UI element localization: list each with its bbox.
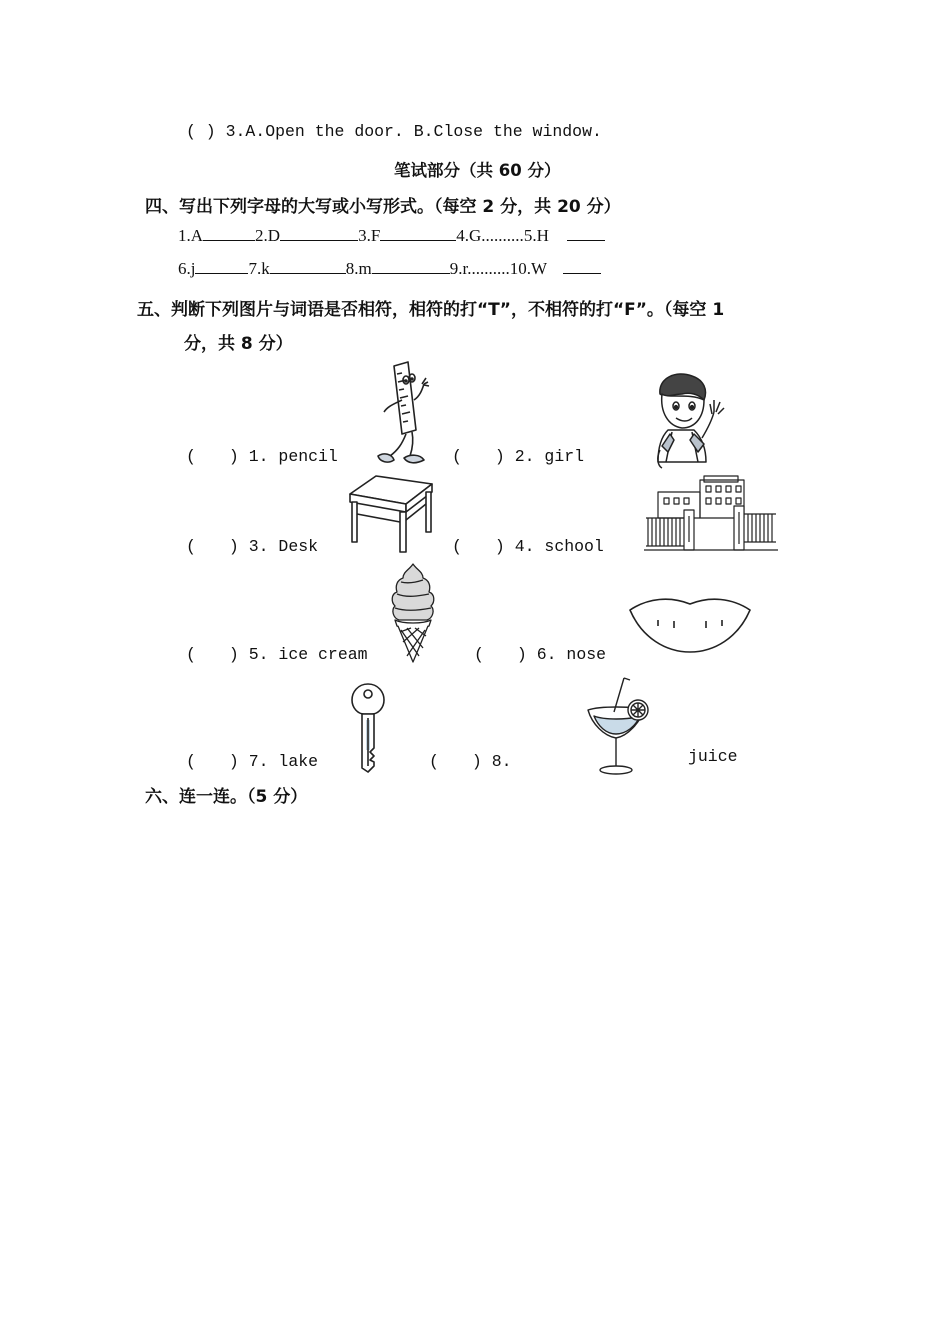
answer-parentheses[interactable]: ( ) <box>452 447 505 466</box>
item-label: 6. nose <box>536 645 607 664</box>
letter-row-2 <box>178 259 601 279</box>
answer-blank[interactable] <box>270 259 346 274</box>
answer-blank[interactable] <box>203 226 255 241</box>
ice-cream-icon <box>389 562 437 664</box>
judge-item-2 <box>452 442 584 466</box>
item-label: 3. Desk <box>248 537 319 556</box>
item-label: 8. <box>491 752 512 771</box>
boy-icon <box>646 372 732 470</box>
answer-blank[interactable] <box>280 226 358 241</box>
judge-item-4 <box>452 532 604 556</box>
mouth-icon <box>628 596 752 654</box>
letter-item: 5.H <box>523 226 549 245</box>
answer-blank[interactable] <box>567 226 605 241</box>
judge-item-6 <box>474 640 606 664</box>
answer-blank[interactable] <box>380 226 456 241</box>
answer-parentheses[interactable]: ( ) <box>452 537 505 556</box>
answer-parentheses[interactable]: ( ) <box>429 752 482 771</box>
answer-blank[interactable] <box>372 259 450 274</box>
answer-parentheses[interactable]: ( ) <box>186 447 239 466</box>
letter-item: 9.r.......... <box>449 259 510 278</box>
letter-row-1 <box>178 226 605 246</box>
ruler-icon <box>366 360 436 472</box>
section5-title-line1: 五、判断下列图片与词语是否相符，相符的打“T”，不相符的打“F”。（每空 1 <box>137 300 725 320</box>
judge-item-8 <box>429 747 512 771</box>
answer-blank[interactable] <box>195 259 248 274</box>
judge-item-3 <box>186 532 318 556</box>
answer-blank[interactable] <box>563 259 601 274</box>
answer-parentheses[interactable]: ( ) <box>186 752 239 771</box>
item-label: 2. girl <box>514 447 585 466</box>
letter-item: 10.W <box>509 259 547 278</box>
item-label: 1. pencil <box>248 447 338 466</box>
section4-title: 四、写出下列字母的大写或小写形式。（每空 2 分，共 20 分） <box>145 197 621 217</box>
item-label: 4. school <box>514 537 604 556</box>
listening-item-3: ( ) 3.A.Open the door. B.Close the window. <box>186 122 602 141</box>
item-label: 5. ice cream <box>248 645 368 664</box>
letter-item: 3.F <box>358 226 381 245</box>
section6-title: 六、连一连。（5 分） <box>145 787 308 807</box>
judge-item-5 <box>186 640 368 664</box>
school-icon <box>644 476 778 552</box>
item-label: 7. lake <box>248 752 319 771</box>
desk-icon <box>346 474 434 554</box>
answer-parentheses[interactable]: ( ) <box>186 537 239 556</box>
juice-icon <box>586 676 658 776</box>
letter-item: 1.A <box>178 226 204 245</box>
written-part-title: 笔试部分（共 60 分） <box>394 161 561 180</box>
judge-item-7 <box>186 747 318 771</box>
judge-item-1 <box>186 442 338 466</box>
key-icon <box>348 682 388 774</box>
section5-title-line2: 分，共 8 分） <box>184 334 293 354</box>
letter-item: 2.D <box>255 226 281 245</box>
answer-parentheses[interactable]: ( ) <box>186 645 239 664</box>
letter-item: 4.G.......... <box>456 226 524 245</box>
item8-word: juice <box>688 747 738 766</box>
letter-item: 8.m <box>345 259 372 278</box>
answer-parentheses[interactable]: ( ) <box>474 645 527 664</box>
letter-item: 6.j <box>178 259 196 278</box>
letter-item: 7.k <box>248 259 270 278</box>
